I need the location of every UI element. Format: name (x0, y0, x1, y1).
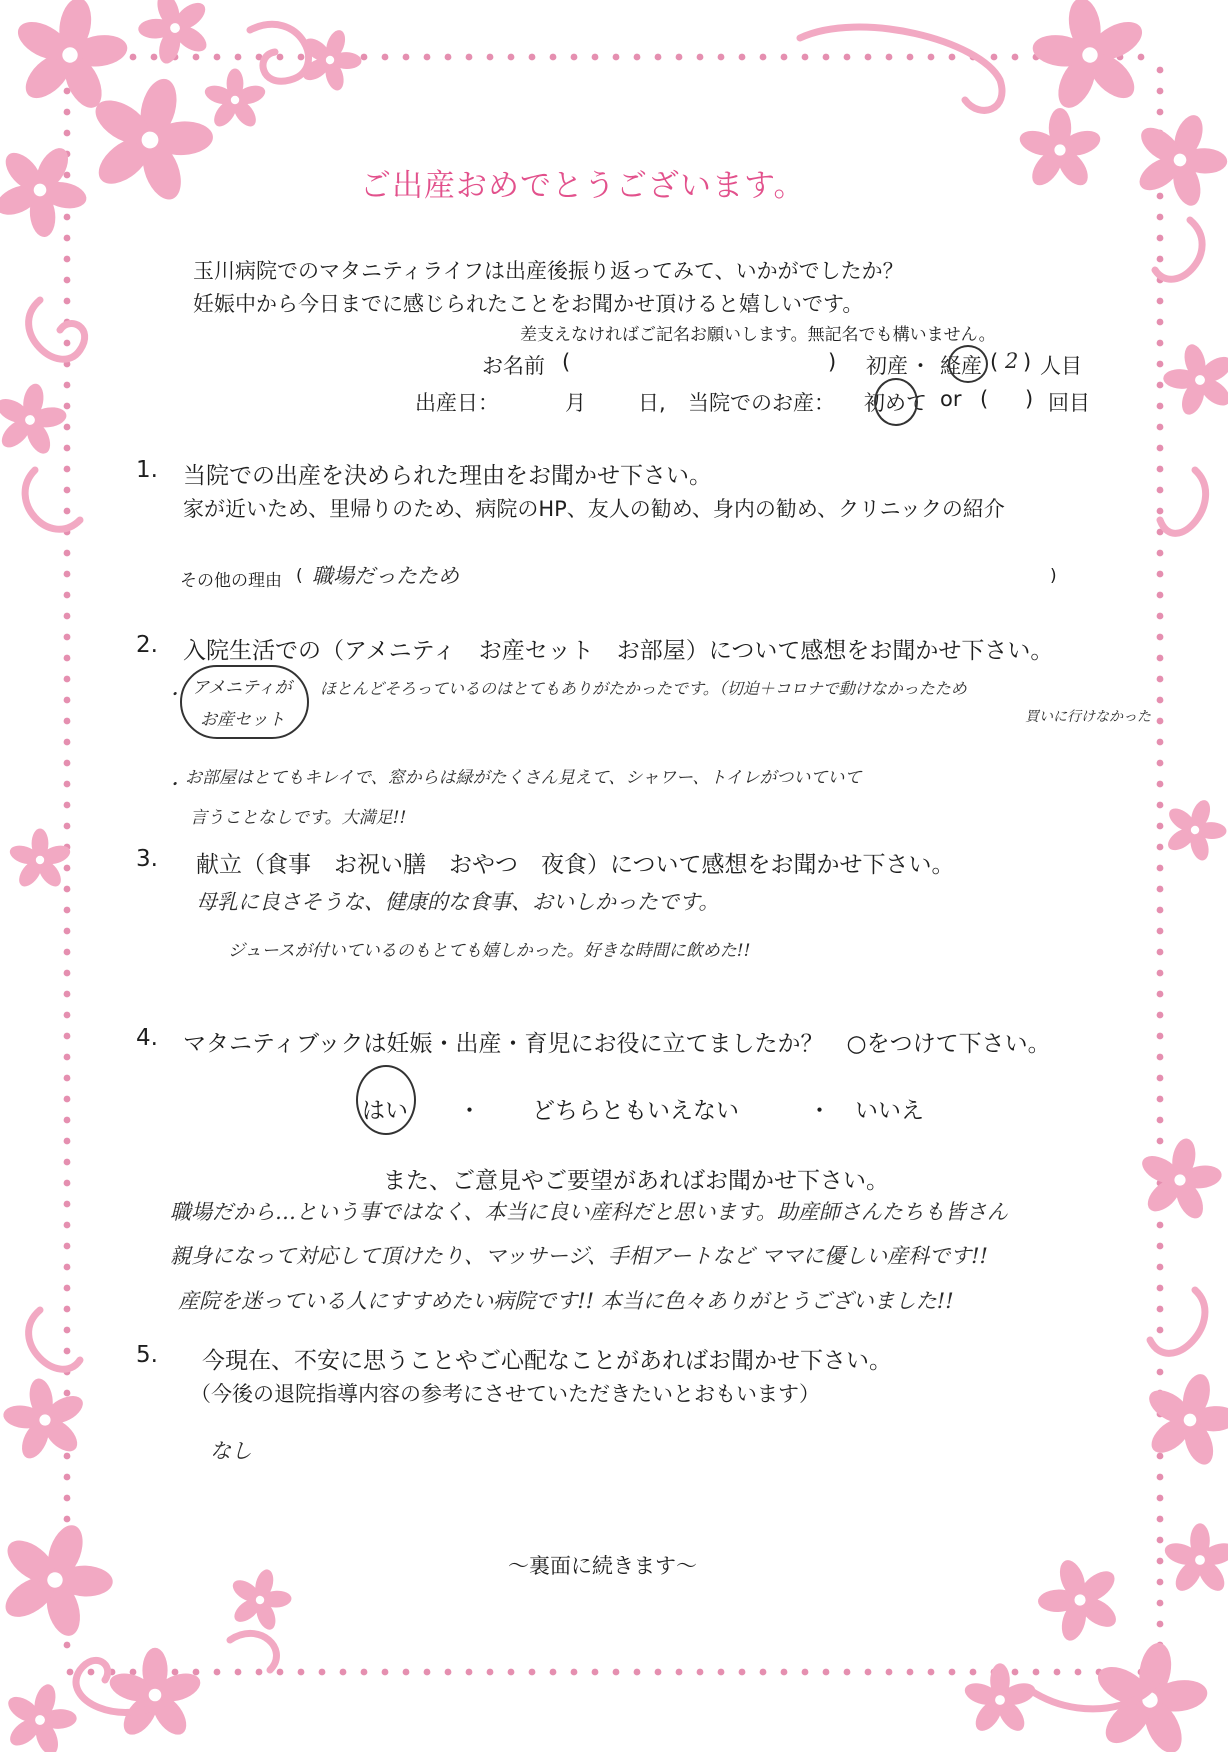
border-dot (865, 1669, 872, 1676)
border-dot (64, 235, 71, 242)
flower-icon (7, 829, 72, 891)
border-dot (1157, 865, 1164, 872)
flower-icon (0, 377, 74, 461)
flower-icon (1131, 1362, 1228, 1477)
border-dot (1033, 1669, 1040, 1676)
border-dot (1157, 1096, 1164, 1103)
border-dot (1157, 214, 1164, 221)
intro-note: 差支えなければご記名お願いします。無記名でも構いません。 (520, 325, 996, 345)
child-count-unit: 人目 (1040, 354, 1082, 378)
border-dot (1157, 1537, 1164, 1544)
border-dot (64, 1054, 71, 1061)
q4-followup: また、ご意見やご要望があればお聞かせ下さい。 (383, 1168, 889, 1194)
border-dot (1157, 676, 1164, 683)
flower-icon (202, 69, 267, 131)
border-dot (1157, 802, 1164, 809)
q2-answer-line-1: ほとんどそろっているのはとてもありがたかったです。（切迫＋コロナで動けなかったため (320, 679, 967, 698)
border-dot (382, 54, 389, 61)
border-dot (64, 382, 71, 389)
border-dot (1157, 382, 1164, 389)
border-dot (193, 54, 200, 61)
border-dot (64, 1180, 71, 1187)
border-dot (130, 54, 137, 61)
q5-subnote: （今後の退院指導内容の参考にさせていただきたいとおもいます） (190, 1382, 820, 1406)
border-dot (1157, 907, 1164, 914)
border-dot (1157, 466, 1164, 473)
border-dot (1157, 655, 1164, 662)
border-dot (64, 424, 71, 431)
continued-footer: ～裏面に続きます～ (508, 1554, 697, 1578)
intro-line-2: 妊娠中から今日までに感じられたことをお聞かせ頂けると嬉しいです。 (193, 292, 864, 316)
border-dot (1157, 445, 1164, 452)
q1-other-open: ( (296, 566, 303, 586)
q5-question: 今現在、不安に思うことやご心配なことがあればお聞かせ下さい。 (202, 1348, 892, 1374)
times-unit: 回目 (1048, 391, 1090, 415)
border-dot (949, 1669, 956, 1676)
border-dot (64, 1327, 71, 1334)
border-dot (64, 1495, 71, 1502)
border-dot (613, 1669, 620, 1676)
border-dot (64, 1096, 71, 1103)
border-dot (445, 54, 452, 61)
border-dot (1157, 319, 1164, 326)
border-dot (1157, 403, 1164, 410)
child-count-value: 2 (1005, 349, 1019, 373)
border-dot (1157, 1285, 1164, 1292)
border-dot (907, 1669, 914, 1676)
multipara-option: 経産 (940, 354, 982, 378)
q5-answer: なし (210, 1439, 252, 1463)
border-dot (445, 1669, 452, 1676)
name-open-paren: ( (562, 350, 571, 374)
border-dot (739, 54, 746, 61)
border-dot (1157, 424, 1164, 431)
border-dot (1157, 1558, 1164, 1565)
border-dot (277, 1669, 284, 1676)
border-dot (865, 54, 872, 61)
border-dot (1157, 571, 1164, 578)
border-dot (64, 697, 71, 704)
q2-answer-bullet: ・ (165, 685, 182, 705)
border-dot (928, 54, 935, 61)
border-dot (970, 1669, 977, 1676)
border-dot (64, 718, 71, 725)
border-dot (1157, 760, 1164, 767)
border-dot (1138, 54, 1145, 61)
border-dot (1157, 928, 1164, 935)
border-dot (592, 1669, 599, 1676)
q1-other-answer: 職場だったため (312, 564, 459, 588)
border-dot (1157, 1033, 1164, 1040)
q4-answer-line-3: 産院を迷っている人にすすめたい病院です!! 本当に色々ありがとうございました!! (178, 1289, 954, 1313)
border-dot (1157, 886, 1164, 893)
border-dot (64, 550, 71, 557)
border-dot (235, 1669, 242, 1676)
border-dot (64, 571, 71, 578)
border-dot (64, 1201, 71, 1208)
birth-date-label: 出産日： (415, 391, 499, 415)
flower-icon (221, 1561, 300, 1638)
q4-question: マタニティブックは妊娠・出産・育児にお役に立てましたか？ ○をつけて下さい。 (183, 1031, 1051, 1057)
border-dot (886, 54, 893, 61)
border-dot (64, 466, 71, 473)
border-dot (64, 1264, 71, 1271)
border-dot (1157, 1138, 1164, 1145)
border-dot (1157, 844, 1164, 851)
flower-icon (1154, 789, 1228, 869)
border-dot (1054, 1669, 1061, 1676)
or-label: or (940, 387, 962, 411)
border-dot (298, 1669, 305, 1676)
border-dot (1157, 1075, 1164, 1082)
border-dot (823, 54, 830, 61)
border-dot (823, 1669, 830, 1676)
border-dot (64, 676, 71, 683)
border-dot (1157, 970, 1164, 977)
page-title: ご出産おめでとうございます。 (360, 168, 806, 204)
border-dot (1157, 1621, 1164, 1628)
border-dot (1157, 1117, 1164, 1124)
border-dot (256, 1669, 263, 1676)
flower-icon (1021, 0, 1158, 120)
q4-answer-line-1: 職場だから…という事ではなく、本当に良い産科だと思います。助産師さんたちも皆さん (170, 1200, 1008, 1224)
q3-answer-line-1: 母乳に良さそうな、健康的な食事、おいしかったです。 (196, 890, 720, 914)
border-dot (718, 54, 725, 61)
border-dot (298, 54, 305, 61)
border-dot (1157, 109, 1164, 116)
q1-other-close: ) (1050, 566, 1057, 586)
border-dot (277, 54, 284, 61)
birth-day-label: 日, (638, 391, 666, 415)
border-dot (64, 1642, 71, 1649)
border-dot (1157, 1306, 1164, 1313)
border-dot (64, 1243, 71, 1250)
q2-question: 入院生活での（アメニティ お産セット お部屋）について感想をお聞かせ下さい。 (183, 638, 1054, 664)
border-dot (64, 445, 71, 452)
border-dot (508, 54, 515, 61)
border-dot (64, 1075, 71, 1082)
border-dot (64, 130, 71, 137)
border-dot (802, 54, 809, 61)
border-dot (1157, 550, 1164, 557)
border-dot (634, 54, 641, 61)
intro-line-1: 玉川病院でのマタニティライフは出産後振り返ってみて、いかがでしたか？ (193, 259, 904, 283)
border-dot (64, 1117, 71, 1124)
border-dot (655, 1669, 662, 1676)
flower-icon (1154, 335, 1228, 424)
border-dot (1157, 1579, 1164, 1586)
border-dot (1157, 739, 1164, 746)
border-dot (64, 613, 71, 620)
border-dot (802, 1669, 809, 1676)
border-dot (1157, 487, 1164, 494)
border-dot (1157, 1369, 1164, 1376)
border-dot (1157, 613, 1164, 620)
first-birth-option: 初産 (866, 354, 908, 378)
border-dot (64, 1222, 71, 1229)
q2-answer-amenity: アメニティが (192, 678, 292, 698)
flower-icon (1017, 108, 1104, 191)
border-dot (571, 1669, 578, 1676)
border-dot (1157, 508, 1164, 515)
border-dot (64, 760, 71, 767)
border-dot (361, 1669, 368, 1676)
border-dot (1157, 1495, 1164, 1502)
q3-number: 3. (136, 846, 158, 872)
border-dot (1157, 1264, 1164, 1271)
border-dot (64, 298, 71, 305)
border-dot (1012, 1669, 1019, 1676)
border-dot (64, 340, 71, 347)
border-dot (1157, 1327, 1164, 1334)
border-dot (949, 54, 956, 61)
q1-other-label: その他の理由 (180, 571, 282, 591)
flower-icon (0, 125, 106, 254)
border-dot (760, 1669, 767, 1676)
border-dot (907, 54, 914, 61)
border-dot (613, 54, 620, 61)
q2-answer2-bullet: ・ (165, 775, 182, 795)
q4-choice-yes: はい (362, 1098, 408, 1124)
border-dot (64, 991, 71, 998)
border-dot (1157, 1012, 1164, 1019)
border-dot (655, 54, 662, 61)
border-dot (424, 1669, 431, 1676)
border-dot (64, 1453, 71, 1460)
q2-number: 2. (136, 632, 158, 658)
border-dot (508, 1669, 515, 1676)
border-dot (1157, 235, 1164, 242)
border-dot (697, 1669, 704, 1676)
q2-answer-kit: お産セット (200, 710, 285, 730)
border-dot (64, 256, 71, 263)
border-dot (466, 1669, 473, 1676)
flower-icon (1130, 1131, 1228, 1227)
border-dot (319, 1669, 326, 1676)
border-dot (886, 1669, 893, 1676)
border-dot (64, 1348, 71, 1355)
border-dot (214, 54, 221, 61)
border-dot (676, 1669, 683, 1676)
border-dot (424, 54, 431, 61)
border-dot (88, 1669, 95, 1676)
flower-icon (127, 0, 223, 74)
q4-separator-1: ・ (458, 1098, 481, 1124)
border-dot (64, 1138, 71, 1145)
border-dot (64, 970, 71, 977)
border-dot (64, 1516, 71, 1523)
border-dot (529, 54, 536, 61)
border-dot (1157, 823, 1164, 830)
border-dot (844, 54, 851, 61)
border-dot (64, 802, 71, 809)
q2-answer2-line-1: お部屋はとてもキレイで、窓からは緑がたくさん見えて、シャワー、トイレがついていて (185, 768, 862, 788)
border-dot (64, 1159, 71, 1166)
border-dot (760, 54, 767, 61)
border-dot (64, 277, 71, 284)
q3-question: 献立（食事 お祝い膳 おやつ 夜食）について感想をお聞かせ下さい。 (196, 852, 955, 878)
border-dot (592, 54, 599, 61)
option-separator: ・ (910, 354, 931, 378)
border-dot (1157, 256, 1164, 263)
border-dot (214, 1669, 221, 1676)
border-dot (172, 1669, 179, 1676)
border-dot (64, 214, 71, 221)
q1-number: 1. (136, 457, 158, 483)
q5-number: 5. (136, 1342, 158, 1368)
border-dot (487, 54, 494, 61)
border-dot (235, 54, 242, 61)
border-dot (1075, 1669, 1082, 1676)
border-dot (676, 54, 683, 61)
border-dot (382, 1669, 389, 1676)
border-dot (64, 403, 71, 410)
name-close-paren: ) (828, 350, 837, 374)
border-dot (1157, 991, 1164, 998)
first-time-option: 初めて (864, 391, 927, 415)
border-dot (1157, 949, 1164, 956)
q4-number: 4. (136, 1025, 158, 1051)
border-dot (64, 634, 71, 641)
border-dot (1157, 1474, 1164, 1481)
border-dot (550, 1669, 557, 1676)
border-dot (64, 1306, 71, 1313)
border-dot (64, 739, 71, 746)
border-dot (1157, 697, 1164, 704)
q4-yes-circle-mark (356, 1065, 416, 1135)
border-dot (739, 1669, 746, 1676)
border-dot (1157, 1600, 1164, 1607)
border-dot (1012, 54, 1019, 61)
border-dot (64, 655, 71, 662)
q1-question: 当院での出産を決められた理由をお聞かせ下さい。 (183, 463, 712, 489)
child-count-close: ) (1023, 350, 1032, 374)
q1-options: 家が近いため、里帰りのため、病院のHP、友人の勧め、身内の勧め、クリニックの紹介 (183, 497, 1005, 521)
border-dot (844, 1669, 851, 1676)
border-dot (1157, 88, 1164, 95)
border-dot (64, 487, 71, 494)
border-dot (550, 54, 557, 61)
q3-answer-line-2: ジュースが付いているのもとても嬉しかった。好きな時間に飲めた!! (228, 941, 751, 961)
q4-choice-neutral: どちらともいえない (532, 1098, 739, 1124)
border-dot (1157, 1516, 1164, 1523)
border-dot (991, 54, 998, 61)
border-dot (1157, 340, 1164, 347)
border-dot (1157, 634, 1164, 641)
border-dot (64, 1474, 71, 1481)
border-dot (64, 907, 71, 914)
border-dot (1157, 781, 1164, 788)
border-dot (64, 886, 71, 893)
border-dot (1157, 361, 1164, 368)
border-dot (1157, 298, 1164, 305)
flower-icon (1119, 99, 1228, 220)
border-dot (64, 592, 71, 599)
border-dot (697, 54, 704, 61)
border-dot (64, 1285, 71, 1292)
q4-choice-no: いいえ (855, 1098, 924, 1124)
border-dot (928, 1669, 935, 1676)
border-dot (1157, 592, 1164, 599)
border-dot (781, 1669, 788, 1676)
border-dot (634, 1669, 641, 1676)
border-dot (64, 1033, 71, 1040)
border-dot (193, 1669, 200, 1676)
border-dot (64, 109, 71, 116)
border-dot (151, 54, 158, 61)
border-dot (64, 865, 71, 872)
border-dot (64, 172, 71, 179)
times-open-paren: ( (980, 387, 989, 411)
flower-icon (0, 1371, 95, 1467)
birth-month-label: 月 (565, 391, 586, 415)
flower-icon (1025, 1546, 1135, 1653)
q4-answer-line-2: 親身になって対応して頂けたり、マッサージ、手相アートなど ママに優しい産科です!! (170, 1244, 988, 1268)
border-dot (1157, 1222, 1164, 1229)
q2-answer-line-1b: 買いに行けなかった (1025, 709, 1151, 725)
q2-answer2-line-2: 言うことなしです。大満足!! (190, 808, 407, 828)
border-dot (1157, 67, 1164, 74)
border-dot (361, 54, 368, 61)
border-dot (64, 949, 71, 956)
border-dot (1157, 1453, 1164, 1460)
border-dot (781, 54, 788, 61)
border-dot (64, 928, 71, 935)
border-dot (1157, 718, 1164, 725)
border-dot (64, 781, 71, 788)
border-dot (487, 1669, 494, 1676)
hospital-birth-label: 当院でのお産： (688, 391, 835, 415)
flower-icon (1162, 1523, 1228, 1595)
flower-icon (106, 1648, 204, 1741)
q4-separator-2: ・ (808, 1098, 831, 1124)
border-dot (466, 54, 473, 61)
border-dot (403, 1669, 410, 1676)
border-dot (67, 1669, 74, 1676)
first-time-circle-mark (874, 378, 918, 426)
border-dot (340, 1669, 347, 1676)
border-dot (1157, 193, 1164, 200)
child-count-open: ( (990, 350, 999, 374)
name-label: お名前 (482, 354, 545, 378)
border-dot (64, 823, 71, 830)
border-dot (64, 1012, 71, 1019)
flower-icon (0, 1505, 131, 1653)
border-dot (64, 508, 71, 515)
border-dot (718, 1669, 725, 1676)
times-close-paren: ) (1025, 387, 1034, 411)
border-dot (64, 1390, 71, 1397)
border-dot (529, 1669, 536, 1676)
border-dot (403, 54, 410, 61)
border-dot (571, 54, 578, 61)
border-dot (1157, 1243, 1164, 1250)
multipara-circle-mark (948, 345, 988, 383)
border-dot (1157, 1054, 1164, 1061)
